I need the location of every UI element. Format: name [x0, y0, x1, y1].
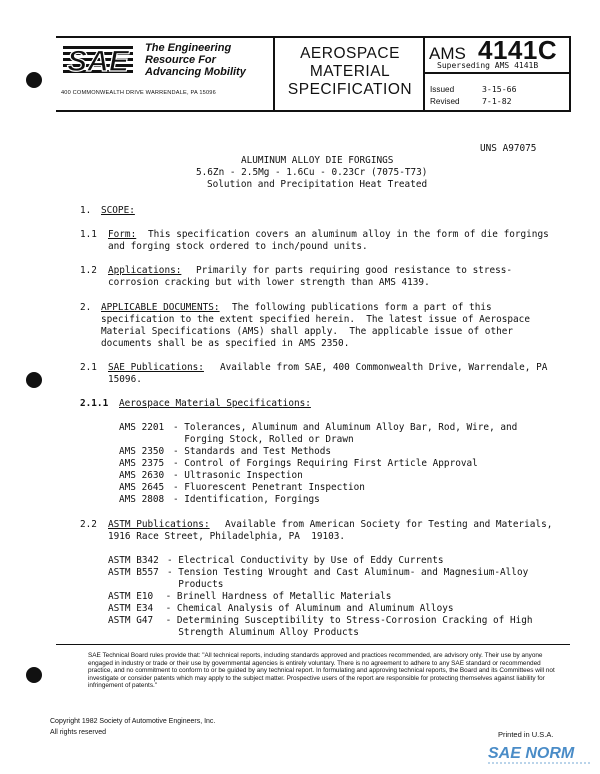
- ams-desc: - Ultrasonic Inspection: [173, 470, 303, 481]
- doc-type-line-2: MATERIAL: [309, 63, 391, 80]
- header-rule-ams: [423, 72, 570, 74]
- revised-label: Revised: [430, 97, 460, 106]
- tagline-line-1: The Engineering: [145, 42, 232, 54]
- tagline-line-3: Advancing Mobility: [145, 66, 246, 78]
- sae-logo: [63, 42, 133, 78]
- section-2-1-text-1: Available from SAE, 400 Commonwealth Drive, Warrendale, PA: [220, 362, 548, 373]
- section-1-1-text-2: and forging stock ordered to inch/pound units.: [108, 241, 368, 252]
- ams-desc: - Standards and Test Methods: [173, 446, 332, 457]
- ams-code: AMS 2808: [119, 494, 165, 505]
- sae-norm-watermark: [486, 740, 596, 766]
- title-line-3: Solution and Precipitation Heat Treated: [207, 179, 428, 190]
- section-2-2-text-2: 1916 Race Street, Philadelphia, PA 19103.: [108, 531, 346, 542]
- astm-desc: Products: [167, 579, 224, 590]
- ams-desc: - Control of Forgings Requiring First Article Approval: [173, 458, 478, 469]
- svg-text:SAE NORM: SAE NORM: [488, 745, 575, 762]
- section-2-number: 2.: [80, 302, 92, 313]
- ams-code: AMS 2350: [119, 446, 165, 457]
- section-2-title: APPLICABLE DOCUMENTS:: [101, 302, 220, 313]
- section-1-2-label: Applications:: [108, 265, 182, 276]
- section-1-2-number: 1.2: [80, 265, 97, 276]
- section-2-1-label: SAE Publications:: [108, 362, 204, 373]
- section-2-1-text-2: 15096.: [108, 374, 142, 385]
- header-divider-1: [273, 36, 275, 112]
- doc-type-line-3: SPECIFICATION: [287, 81, 413, 98]
- astm-desc: Strength Aluminum Alloy Products: [167, 627, 359, 638]
- section-2-2-label: ASTM Publications:: [108, 519, 210, 530]
- section-1-1-number: 1.1: [80, 229, 97, 240]
- title-line-2: 5.6Zn - 2.5Mg - 1.6Cu - 0.23Cr (7075-T73): [196, 167, 428, 178]
- section-2-1-number: 2.1: [80, 362, 97, 373]
- section-2-text-3: Material Specifications (AMS) shall apply. The applicable issue of other: [101, 326, 514, 337]
- section-2-text-1: The following publications form a part of this: [232, 302, 492, 313]
- section-1-2-text-1: Primarily for parts requiring good resistance to stress-: [196, 265, 513, 276]
- astm-code: ASTM B342: [108, 555, 159, 566]
- copyright-notice: Copyright 1982 Society of Automotive Engineers, Inc.: [50, 718, 216, 725]
- astm-desc: - Brinell Hardness of Metallic Materials: [160, 591, 392, 602]
- ams-code: AMS 2630: [119, 470, 165, 481]
- ams-number: 4141C: [478, 35, 558, 65]
- ams-code: AMS 2375: [119, 458, 165, 469]
- svg-text:SAE: SAE: [67, 45, 129, 78]
- header-right-edge: [569, 36, 571, 112]
- section-2-2-number: 2.2: [80, 519, 97, 530]
- printed-in: Printed in U.S.A.: [498, 730, 554, 739]
- astm-desc: - Determining Susceptibility to Stress-Corrosion Cracking of High: [160, 615, 533, 626]
- ams-code: AMS 2645: [119, 482, 165, 493]
- section-2-1-1-number: 2.1.1: [80, 398, 109, 409]
- section-2-1-1-label: Aerospace Material Specifications:: [119, 398, 311, 409]
- header-rule-bottom: [56, 110, 570, 112]
- revised-date: 7-1-82: [482, 96, 512, 106]
- uns-number: UNS A97075: [480, 143, 537, 154]
- section-1-number: 1.: [80, 205, 92, 216]
- superseding-note: Superseding AMS 4141B: [437, 61, 539, 70]
- ams-code: AMS 2201: [119, 422, 165, 433]
- issued-label: Issued: [430, 85, 455, 94]
- doc-type-line-1: AEROSPACE: [300, 45, 400, 62]
- binder-hole-middle: [26, 372, 42, 388]
- tagline: [145, 42, 265, 78]
- issued-date: 3-15-66: [482, 84, 517, 94]
- astm-code: ASTM E10: [108, 591, 154, 602]
- tagline-line-2: Resource For: [145, 54, 216, 66]
- section-1-1-label: Form:: [108, 229, 137, 240]
- ams-desc: - Fluorescent Penetrant Inspection: [173, 482, 365, 493]
- org-address: 400 COMMONWEALTH DRIVE WARRENDALE, PA 15096: [61, 90, 216, 96]
- section-2-text-4: documents shall be as specified in AMS 2350.: [101, 338, 350, 349]
- astm-code: ASTM G47: [108, 615, 154, 626]
- section-2-2-text-1: Available from American Society for Testing and Materials,: [225, 519, 553, 530]
- astm-desc: - Chemical Analysis of Aluminum and Aluminum Alloys: [160, 603, 454, 614]
- astm-code: ASTM B557: [108, 567, 159, 578]
- section-1-1-text-1: This specification covers an aluminum alloy in the form of die forgings: [148, 229, 549, 240]
- section-1-2-text-2: corrosion cracking but with lower strength than AMS 4139.: [108, 277, 430, 288]
- astm-desc: - Electrical Conductivity by Use of Eddy Currents: [167, 555, 444, 566]
- header-divider-2: [423, 36, 425, 112]
- binder-hole-bottom: [26, 667, 42, 683]
- title-line-1: ALUMINUM ALLOY DIE FORGINGS: [241, 155, 394, 166]
- doc-type: [280, 45, 420, 99]
- rights-notice: All rights reserved: [50, 729, 107, 736]
- binder-hole-top: [26, 72, 42, 88]
- section-1-title: SCOPE:: [101, 205, 135, 216]
- footer-rule: [56, 644, 570, 645]
- ams-prefix: AMS: [429, 44, 466, 63]
- sae-technical-board-notice: SAE Technical Board rules provide that: "All technical reports, including standards approved and practices recommended, are advisory only. Their use by anyone engaged in industry or trade or their use by governmental agencies is entirely voluntary. There is no agreement to adhere to any SAE standard or recommended practice, and no commitment to conform to or be guided by any technical report. In formulating and approving technical reports, the Board and its Committees will not investigate or consider patents which may apply to the subject matter. Prospective users of the report are responsible for protecting themselves against liability for infringement of patents.": [88, 652, 555, 690]
- astm-code: ASTM E34: [108, 603, 154, 614]
- ams-desc: Forging Stock, Rolled or Drawn: [173, 434, 354, 445]
- ams-desc: - Identification, Forgings: [173, 494, 320, 505]
- astm-desc: - Tension Testing Wrought and Cast Aluminum- and Magnesium-Alloy: [167, 567, 529, 578]
- section-2-text-2: specification to the extent specified herein. The latest issue of Aerospace: [101, 314, 530, 325]
- ams-desc: - Tolerances, Aluminum and Aluminum Alloy Bar, Rod, Wire, and: [173, 422, 518, 433]
